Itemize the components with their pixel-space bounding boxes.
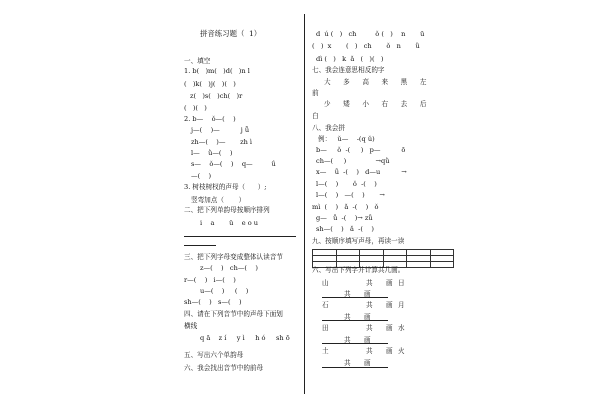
section-3-heading: 三、把下列字母变成整体认读音节 (184, 253, 283, 261)
s8-line-9: sh—( ) ǎ ‑( ) (316, 225, 374, 233)
s3-line-4: sh—( ) s—( ) (184, 298, 242, 306)
stroke-row-3-gong-2: 共 (344, 336, 351, 344)
right-top-line-1: d ú ( ) ch ǒ ( ) n ū (316, 30, 425, 38)
s7-row-2: 少 矮 小 右 去 后 (324, 100, 427, 108)
stroke-row-3-hua: 画 (386, 324, 393, 332)
s2-divider-line (184, 236, 296, 237)
section-8-heading: 八、我会拼 (312, 124, 345, 132)
s1-line-1: 1. b( )m( )d( )n l (184, 67, 250, 75)
s8-line-7: mì ( ) ǎ ‑( ) ǒ (312, 203, 379, 211)
s1-line-12: 竖弯加点（ ） (191, 196, 246, 204)
stroke-row-3-char-b: 水 (398, 324, 405, 332)
stroke-row-2-hua: 画 (386, 301, 393, 309)
section-6-heading: 六、我会找出音节中的前母 (184, 364, 264, 372)
stroke-row-1-char-a: 山 (322, 279, 329, 287)
s1-line-11: 3. 树枝树杈的声母（ ）; (184, 183, 267, 191)
s1-line-6: j—( )— j ǖ (191, 126, 250, 134)
stroke-row-4-answer-line[interactable] (322, 367, 388, 368)
s8-line-5: l—( ) ǒ ‑( ) (316, 180, 377, 188)
s8-line-3: ch—( ) →qǜ (316, 157, 390, 165)
s1-line-9: s— ǒ—( ) q— ǘ (191, 160, 276, 168)
s3-line-3: u—( ) ( ) (200, 287, 249, 295)
s1-line-8: l— ǜ—( ) (191, 149, 233, 157)
stroke-row-2-answer-line[interactable] (322, 320, 388, 321)
right-top-line-3: dì ( ) k ǎ ( )( ) (316, 55, 384, 63)
s1-line-10: —( ) (191, 172, 212, 180)
stroke-row-3-hua-2: 画 (364, 336, 371, 344)
stroke-row-4-gong-2: 共 (344, 359, 351, 367)
right-top-line-2: ( ) x ( ) ch ǒ n ǜ (312, 42, 420, 50)
section-5-heading: 五、写出六个单韵母 (184, 351, 244, 359)
stroke-row-4-char-a: 土 (322, 347, 329, 355)
stroke-row-2-char-b: 月 (398, 301, 405, 309)
stroke-row-1-char-b: 日 (398, 279, 405, 287)
section-2-heading: 二、把下列单韵母按顺序排列 (184, 206, 270, 214)
s1-line-5: 2. b— ǒ—( ) (184, 115, 236, 123)
stroke-row-4-char-b: 火 (398, 347, 405, 355)
stroke-row-3-char-a: 田 (322, 324, 329, 332)
stroke-row-2-char-a: 石 (322, 301, 329, 309)
s7-row-1: 大 多 高 来 黑 左 (324, 78, 427, 86)
section-4-heading-2: 横线 (184, 322, 198, 330)
stroke-row-1-answer-line[interactable] (322, 297, 388, 298)
stroke-row-1-hua: 画 (386, 279, 393, 287)
stroke-row-2-hua-2: 画 (364, 313, 371, 321)
stroke-row-4-hua-2: 画 (364, 359, 371, 367)
s1-line-2: ( )k( )j( )( ) (184, 80, 236, 88)
s8-line-4: x— ǚ ‑( ) d—u → (316, 168, 407, 176)
s4-syllables: q ā z í y ì h ó sh ō (200, 334, 290, 342)
section-9-heading: 九、按顺序填写声母，再读一读 (312, 237, 405, 245)
stroke-row-1-hua-2: 画 (364, 290, 371, 298)
worksheet-title: 拼音练习题（ 1） (200, 29, 262, 38)
s8-line-2: b— ǒ ‑( ) p— ō (316, 146, 406, 154)
stroke-row-1-gong: 共 (366, 279, 373, 287)
s2-vowel-letters: i a ü e o u (200, 219, 259, 227)
s8-line-1: 例： ǔ— ‑(q ǔ) (318, 135, 375, 143)
s2-answer-line (184, 245, 216, 246)
s3-line-1: z—( ) ch—( ) (200, 264, 258, 272)
stroke-row-1-gong-2: 共 (344, 290, 351, 298)
stroke-row-4-gong: 共 (366, 347, 373, 355)
stroke-row-3-answer-line[interactable] (322, 343, 388, 344)
stroke-row-3-gong: 共 (366, 324, 373, 332)
stroke-row-4-hua: 画 (386, 347, 393, 355)
stroke-row-2-gong: 共 (366, 301, 373, 309)
s8-line-6: l—( ) —( ) → (316, 191, 385, 199)
section-1-heading: 一、填空 (184, 57, 211, 65)
section-10-heading: 六、写出下列字并计算共几画。 (312, 266, 405, 274)
s7-row-1b: 前 (312, 89, 319, 97)
s3-line-2: r—( ) i—( ) (184, 276, 236, 284)
s7-row-2b: 白 (312, 112, 319, 120)
s1-line-4: ( )( ) (184, 104, 207, 112)
stroke-row-2-gong-2: 共 (344, 313, 351, 321)
s8-line-8: g— ǚ ‑( )→ zǚ (316, 214, 373, 222)
s1-line-3: z( )s( )ch( )r (190, 92, 243, 100)
section-7-heading: 七、我会连意思相反的字 (312, 66, 385, 74)
s1-line-7: zh—( )— zh ì (191, 138, 253, 146)
column-divider (304, 14, 305, 394)
section-4-heading: 四、请在下列音节中的声母下面划 (184, 310, 283, 318)
